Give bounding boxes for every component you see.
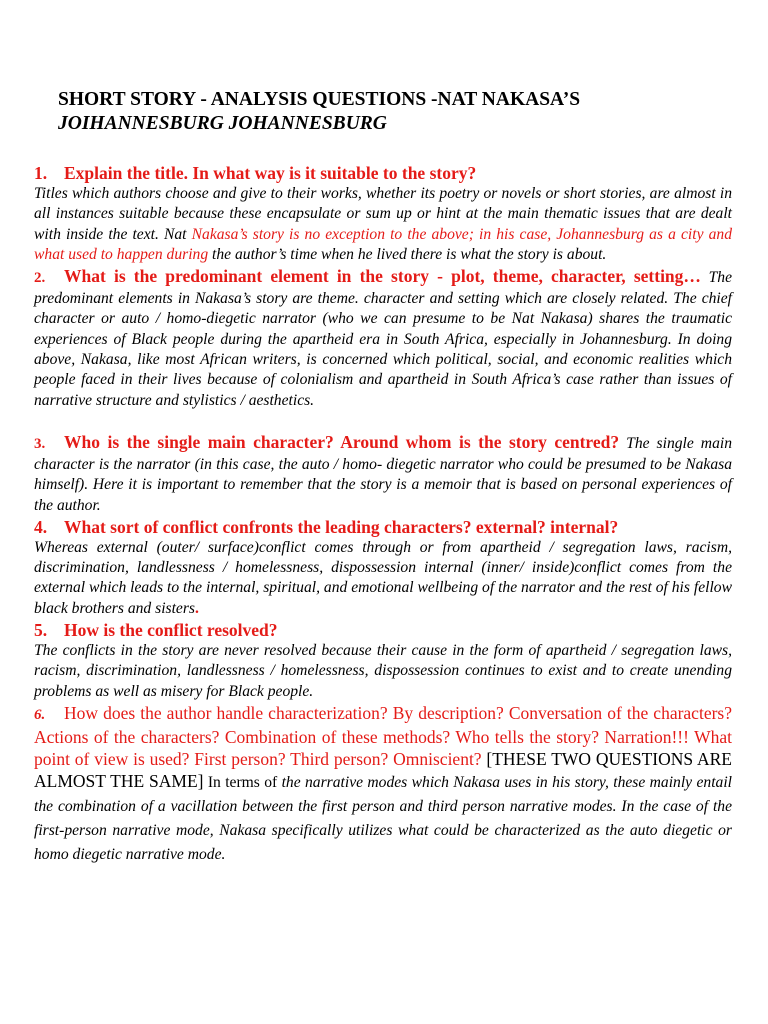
answer-2: The predominant elements in Nakasa’s story are theme. character and setting which are closely related. The chief character or auto / homo-diegetic narrator (who we can presume to be Nat Nakasa) shares the traumatic experiences of Black people during the apartheid era in South Africa, especially in Johannesburg. In doing above, Nakasa, like most African writers, is concerned which political, social, and economic realities which people faced in their lives because of colonialism and apartheid in South Africa’s case rather than issues of narrative structure and stylistics / aesthetics. bbox=[34, 269, 732, 409]
question-2-text: What is the predominant element in the story - plot, theme, character, setting… bbox=[64, 266, 701, 287]
question-1-number: 1. bbox=[34, 163, 48, 183]
answer-6: the narrative modes which Nakasa uses in his story, these mainly entail the combination of a vacillation between the first person and third person narrative modes. In the case of the first-person narrative mode, Nakasa specifically utilizes what could be characterized as the auto diegetic or homo diegetic narrative mode. bbox=[34, 773, 732, 863]
question-4 bbox=[34, 516, 732, 538]
answer-3: The single main character is the narrator (in this case, the auto / homo- diegetic narrator who could be presumed to be Nakasa himself). Here it is important to remember that the story is a memoir that is based on personal experiences of the author. bbox=[34, 434, 732, 514]
question-6-text: How does the author handle characterization? By description? Conversation of the characters? Actions of the characters? Combination of these methods? Who tells the story? Narration!!! What point of view is used? First person? Third person? Omniscient? bbox=[34, 702, 732, 769]
question-4-number: 4. bbox=[34, 516, 48, 537]
question-1-text: Explain the title. In what way is it suitable to the story? bbox=[64, 163, 477, 183]
question-5-number: 5. bbox=[34, 620, 48, 641]
question-2 bbox=[34, 266, 701, 286]
answer-4-text: Whereas external (outer/ surface)conflict comes through or from apartheid / segregation laws, racism, discrimination, landlessness / homelessness, dispossession internal (inner/ inside)conflict comes from the external which leads to the internal, spiritual, and emotional wellbeing of the narrator and the rest of his fellow black brothers and sisters bbox=[34, 538, 732, 617]
title-line-2: JOIHANNESBURG JOHANNESBURG bbox=[58, 113, 387, 134]
question-2-block bbox=[34, 265, 732, 411]
question-2-number: 2. bbox=[34, 270, 46, 287]
question-3-number: 3. bbox=[34, 435, 46, 452]
answer-4 bbox=[34, 538, 732, 619]
answer-1-part-a: Titles which authors choose and give to their works, whether its poetry or novels or short stories, are almost in all instances suitable because these encapsulate or sum up or hint at the main thematic issues that are dealt with inside the text. Nat bbox=[34, 185, 732, 243]
answer-1-highlight: Nakasa’s story is no exception to the above; in his case, Johannesburg as a city and what used to happen during bbox=[34, 225, 733, 263]
document-title bbox=[58, 88, 708, 136]
answer-1 bbox=[34, 184, 732, 265]
document-body bbox=[34, 162, 732, 866]
answer-4-end: . bbox=[195, 599, 199, 617]
question-5 bbox=[34, 619, 732, 641]
question-6-note: [THESE TWO QUESTIONS ARE ALMOST THE SAME] bbox=[34, 748, 732, 791]
answer-1-part-b: the author’s time when he lived there is what the story is about. bbox=[208, 245, 607, 263]
answer-5: The conflicts in the story are never resolved because their cause in the form of apartheid / segregation laws, racism, discrimination, landlessness / homelessness, dispossession continues to exist and to create unending problems as well as misery for Black people. bbox=[34, 642, 732, 700]
question-3-text: Who is the single main character? Around whom is the story centred? bbox=[64, 431, 620, 452]
question-5-text: How is the conflict resolved? bbox=[64, 620, 278, 641]
question-1 bbox=[34, 162, 732, 184]
spacer bbox=[34, 411, 732, 431]
title-line-1: SHORT STORY - ANALYSIS QUESTIONS -NAT NAKASA’S bbox=[58, 89, 581, 110]
question-6-block bbox=[34, 702, 732, 866]
question-3 bbox=[34, 432, 619, 452]
answer-6-lead: In terms of bbox=[203, 773, 278, 791]
question-4-text: What sort of conflict confronts the leading characters? external? internal? bbox=[64, 516, 619, 537]
question-6-number: 6. bbox=[34, 706, 46, 723]
question-3-block bbox=[34, 431, 732, 516]
